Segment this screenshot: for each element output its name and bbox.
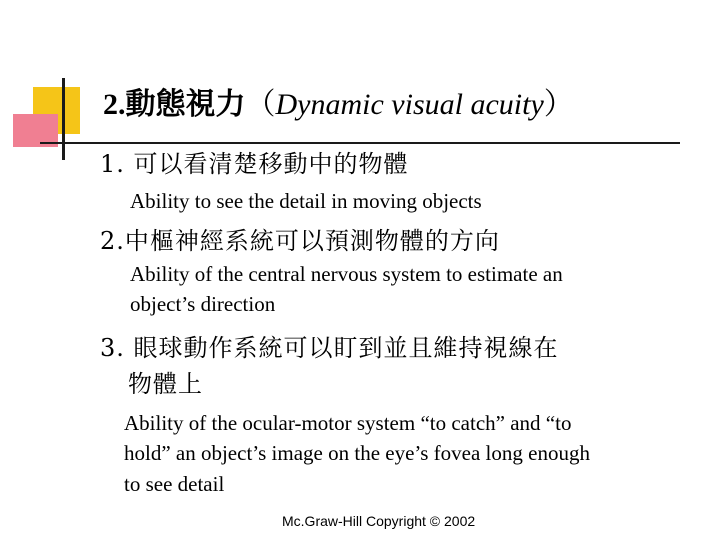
title-chinese: 動態視力 [125,88,246,121]
title-open-paren: （ [245,88,276,121]
vertical-rule [62,78,65,160]
item-3-heading-line-1: 3. 眼球動作系統可以盯到並且維持視線在 [100,334,559,362]
copyright-footer: Mc.Graw-Hill Copyright © 2002 [282,513,476,529]
item-1-heading: 1. 可以看清楚移動中的物體 [100,150,409,178]
item-2-heading: 2.中樞神經系統可以預測物體的方向 [100,227,500,255]
slide-title [103,82,574,128]
item-2-description-line-2: object’s direction [130,292,276,316]
item-2-description-line-1: Ability of the central nervous system to estimate an [130,262,563,286]
title-number: 2. [103,88,126,121]
item-3-description-line-1: Ability of the ocular-motor system “to catch” and “to [124,411,572,435]
title-close-paren: ） [543,88,574,121]
item-3-description-line-3: to see detail [124,472,225,496]
horizontal-rule [40,142,680,144]
item-3-heading-line-2: 物體上 [128,370,203,398]
title-english: Dynamic visual acuity [275,88,544,121]
item-1-description: Ability to see the detail in moving objects [130,189,482,213]
item-3-description-line-2: hold” an object’s image on the eye’s fovea long enough [124,441,590,465]
